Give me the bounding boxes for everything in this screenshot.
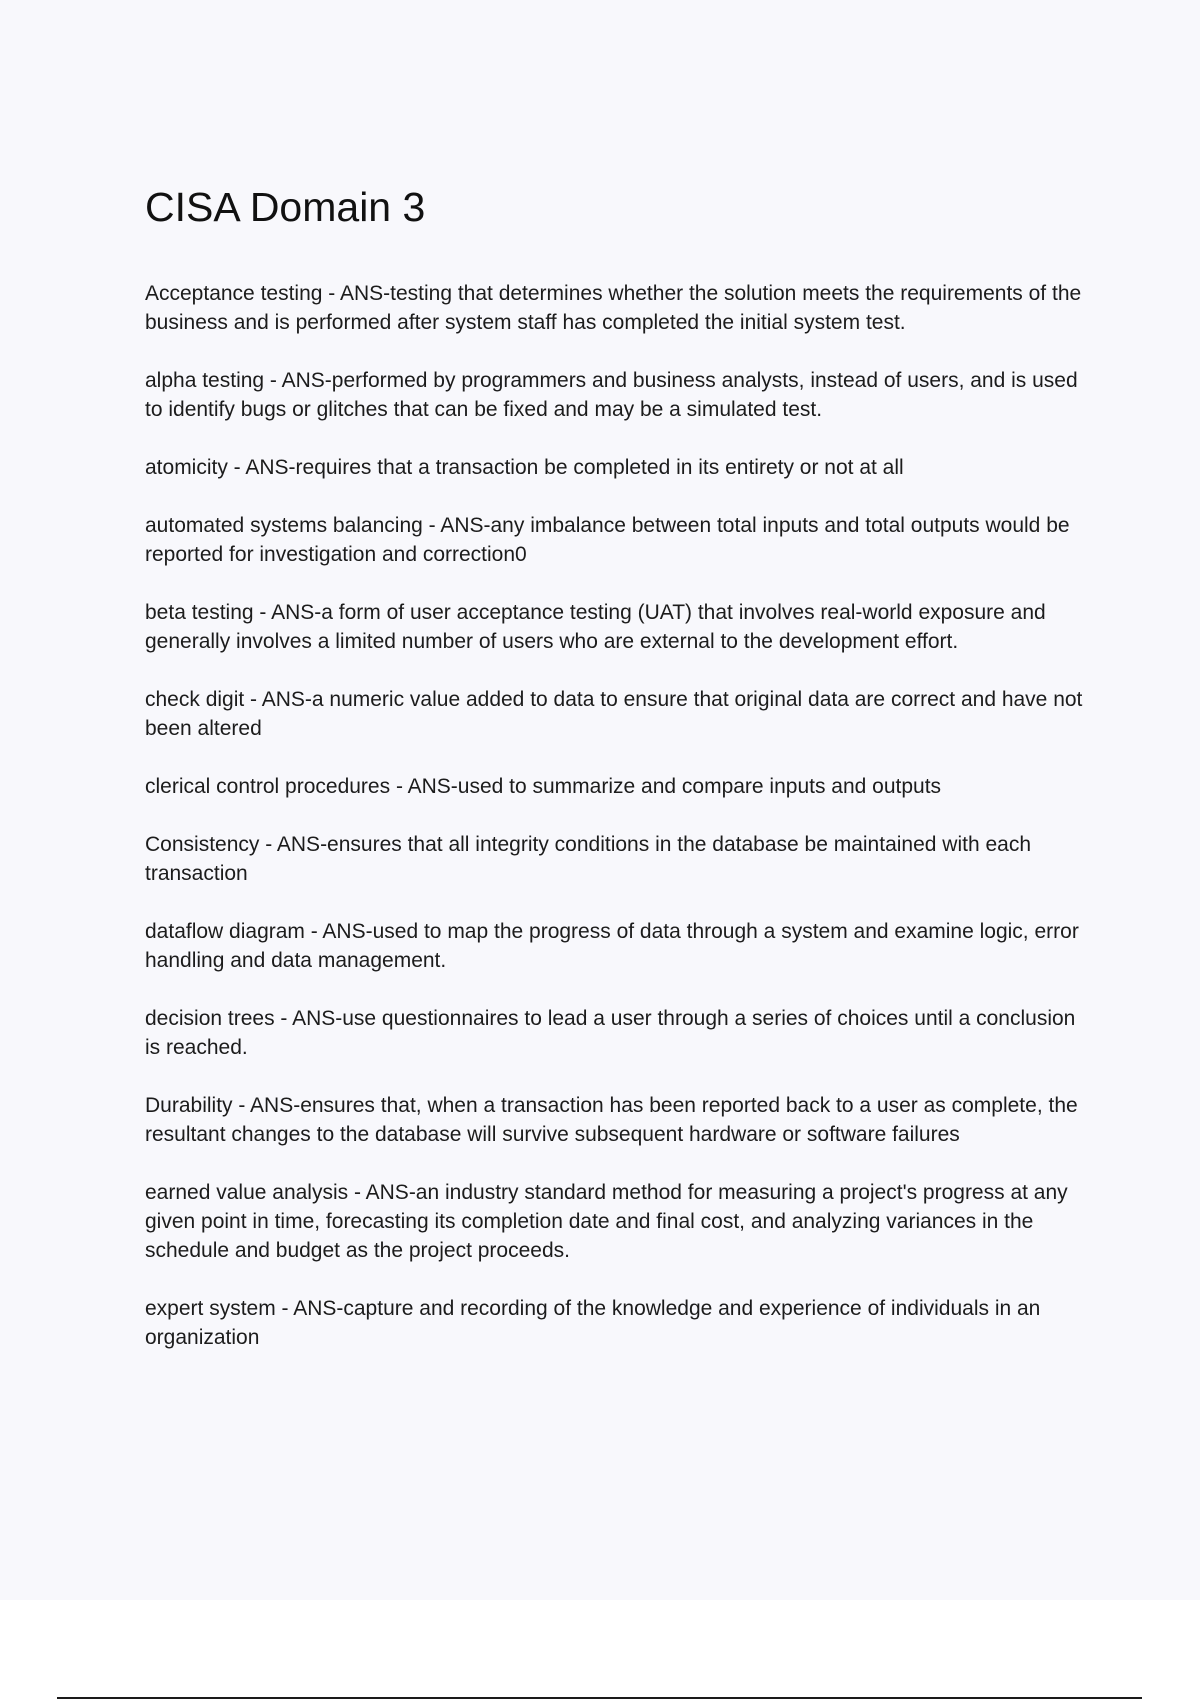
glossary-entry: Acceptance testing - ANS-testing that determines whether the solution meets the requirements of the business and is performed after system staff has completed the initial system test. — [145, 282, 1082, 334]
glossary-entry: expert system - ANS-capture and recording of the knowledge and experience of individuals in an organization — [145, 1297, 1041, 1349]
glossary-entry: automated systems balancing - ANS-any imbalance between total inputs and total outputs would be reported for investigation and correction0 — [145, 514, 1070, 566]
glossary-entry: earned value analysis - ANS-an industry standard method for measuring a project's progress at any given point in time, forecasting its completion date and final cost, and analyzing variances in the schedule and budget as the project proceeds. — [145, 1181, 1068, 1262]
glossary-entry: beta testing - ANS-a form of user acceptance testing (UAT) that involves real-world exposure and generally involves a limited number of users who are external to the development effort. — [145, 601, 1046, 653]
page-bottom-divider — [57, 1697, 1142, 1699]
glossary-entry: decision trees - ANS-use questionnaires to lead a user through a series of choices until a conclusion is reached. — [145, 1007, 1076, 1059]
glossary-entry: dataflow diagram - ANS-used to map the progress of data through a system and examine logic, error handling and data management. — [145, 920, 1079, 972]
glossary-entry: alpha testing - ANS-performed by programmers and business analysts, instead of users, and is used to identify bugs or glitches that can be fixed and may be a simulated test. — [145, 369, 1078, 421]
glossary-entry: atomicity - ANS-requires that a transaction be completed in its entirety or not at all — [145, 456, 904, 479]
glossary-entry: Consistency - ANS-ensures that all integrity conditions in the database be maintained with each transaction — [145, 833, 1031, 885]
glossary-entry: Durability - ANS-ensures that, when a transaction has been reported back to a user as complete, the resultant changes to the database will survive subsequent hardware or software failures — [145, 1094, 1078, 1146]
glossary-list — [145, 279, 1090, 1381]
glossary-entry: clerical control procedures - ANS-used to summarize and compare inputs and outputs — [145, 775, 942, 798]
page-title: CISA Domain 3 — [145, 184, 426, 230]
glossary-entry: check digit - ANS-a numeric value added to data to ensure that original data are correct and have not been altered — [145, 688, 1083, 740]
